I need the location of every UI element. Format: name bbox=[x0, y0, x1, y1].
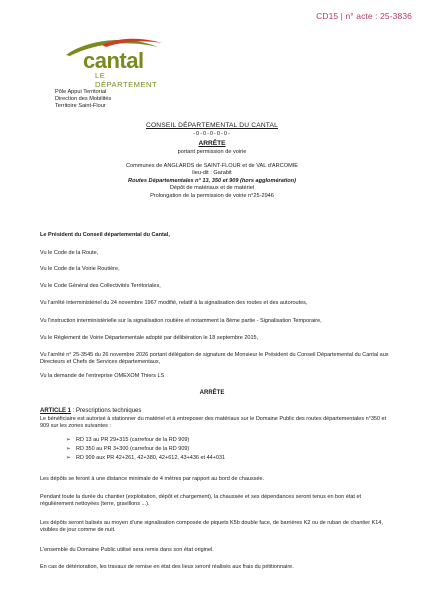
arrete-subject: portant permission de voirie bbox=[177, 149, 247, 155]
article-1-intro: Le bénéficiaire est autorisé à stationner du matériel et à entreposer des matériaux sur le Domaine Public des routes départementales n°350 et 909 sur les zones suivantes : bbox=[40, 416, 387, 430]
article-1-label: ARTICLE 1 bbox=[40, 408, 72, 414]
president-line: Le Président du Conseil départemental du Cantal, bbox=[40, 232, 170, 238]
act-reference: CD15 | n° acte : 25-3836 bbox=[316, 11, 412, 21]
vu-item: Vu le Code de la Route, bbox=[40, 250, 99, 256]
cantal-logo bbox=[58, 35, 168, 89]
service-line: Direction des Mobilités bbox=[55, 96, 112, 103]
title-separator: -0-0-0-0-0- bbox=[193, 131, 231, 137]
article-paragraph: Les dépôts se feront à une distance minimale de 4 mètres par rapport au bord de chaussée. bbox=[40, 476, 265, 482]
vu-item: Vu le Règlement de Voirie Départementale adopté par délibération le 18 septembre 2015, bbox=[40, 335, 259, 341]
vu-item: Vu la demande de l'entreprise OMEXOM Thiers LS bbox=[40, 373, 165, 379]
zone-text: RD 13 au PR 29+315 (carrefour de la RD 909) bbox=[76, 437, 190, 443]
vu-item: Vu l'instruction interministérielle sur la signalisation routière et notamment la 8ème partie - Signalisation Temporaire, bbox=[40, 318, 322, 324]
article-paragraph: L'ensemble du Domaine Public utilisé sera remis dans son état originel. bbox=[40, 547, 214, 553]
logo-subtitle: LE DÉPARTEMENT bbox=[95, 71, 158, 89]
vu-item: Vu l'arrêté n° 25-3545 du 26 novembre 2026 portant délégation de signature de Monsieur le Président du Conseil Départemental du Cantal aux Directeurs et Chefs de Services départementaux, bbox=[40, 352, 389, 366]
prolongation-line: Prolongation de la permission de voirie n°25-2946 bbox=[150, 192, 274, 199]
zone-item bbox=[66, 437, 189, 443]
zone-text: RD 350 au PR 3+300 (carrefour de la RD 909) bbox=[76, 446, 190, 452]
article-1-subject: : Prescriptions techniques bbox=[71, 408, 142, 414]
arrete-heading: ARRÊTE bbox=[199, 390, 225, 396]
zone-item bbox=[66, 446, 189, 452]
article-paragraph: Pendant toute la durée du chantier (exploitation, dépôt et chargement), la chaussée et ses dépendances seront tenus en bon état et régulièrement nettoyées (terre, gravillons ...). bbox=[40, 494, 362, 508]
vu-item: Vu l'arrêté interministériel du 24 novembre 1967 modifié, relatif à la signalisation des routes et des autoroutes, bbox=[40, 300, 308, 306]
service-line: Territoire Saint-Flour bbox=[55, 103, 106, 110]
communes-line: Communes de ANGLARDS de SAINT-FLOUR et de VAL d'ARCOMIE bbox=[125, 163, 299, 169]
council-title: CONSEIL DÉPARTEMENTAL DU CANTAL bbox=[146, 122, 278, 129]
arrow-bullet-icon: ➢ bbox=[66, 446, 71, 452]
logo-wordmark: cantal bbox=[83, 48, 144, 73]
depot-line: Dépôt de matériaux et de matériel bbox=[169, 185, 255, 192]
article-paragraph: En cas de détérioration, les travaux de remise en état des lieux seront réalisés aux frais du pétitionnaire. bbox=[40, 564, 294, 570]
article-paragraph: Les dépôts seront balisés au moyen d'une signalisation composée de piquets K5b double face, de barrières K2 ou de ruban de chantier K14, visibles de jour comme de nuit. bbox=[40, 520, 383, 534]
location-header bbox=[0, 163, 424, 200]
arrow-bullet-icon: ➢ bbox=[66, 455, 71, 461]
zone-text: RD 909 aux PR 42+261, 42+380, 42+612, 43+436 et 44+031 bbox=[76, 455, 226, 461]
routes-line: Routes Départementales n° 13, 350 et 909 (hors agglomération) bbox=[128, 177, 296, 184]
service-line: Pôle Appui Territorial bbox=[55, 89, 107, 95]
lieu-dit-line: lieu-dit : Garabit bbox=[192, 170, 232, 177]
zone-item bbox=[66, 455, 225, 461]
article-1-heading bbox=[40, 408, 141, 414]
vu-item: Vu le Code de la Voirie Routière, bbox=[40, 266, 120, 272]
arrow-bullet-icon: ➢ bbox=[66, 437, 71, 443]
service-block bbox=[55, 89, 111, 111]
vu-item: Vu le Code Général des Collectivités Territoriales, bbox=[40, 283, 161, 289]
arrete-title: ARRÊTE bbox=[198, 140, 226, 147]
